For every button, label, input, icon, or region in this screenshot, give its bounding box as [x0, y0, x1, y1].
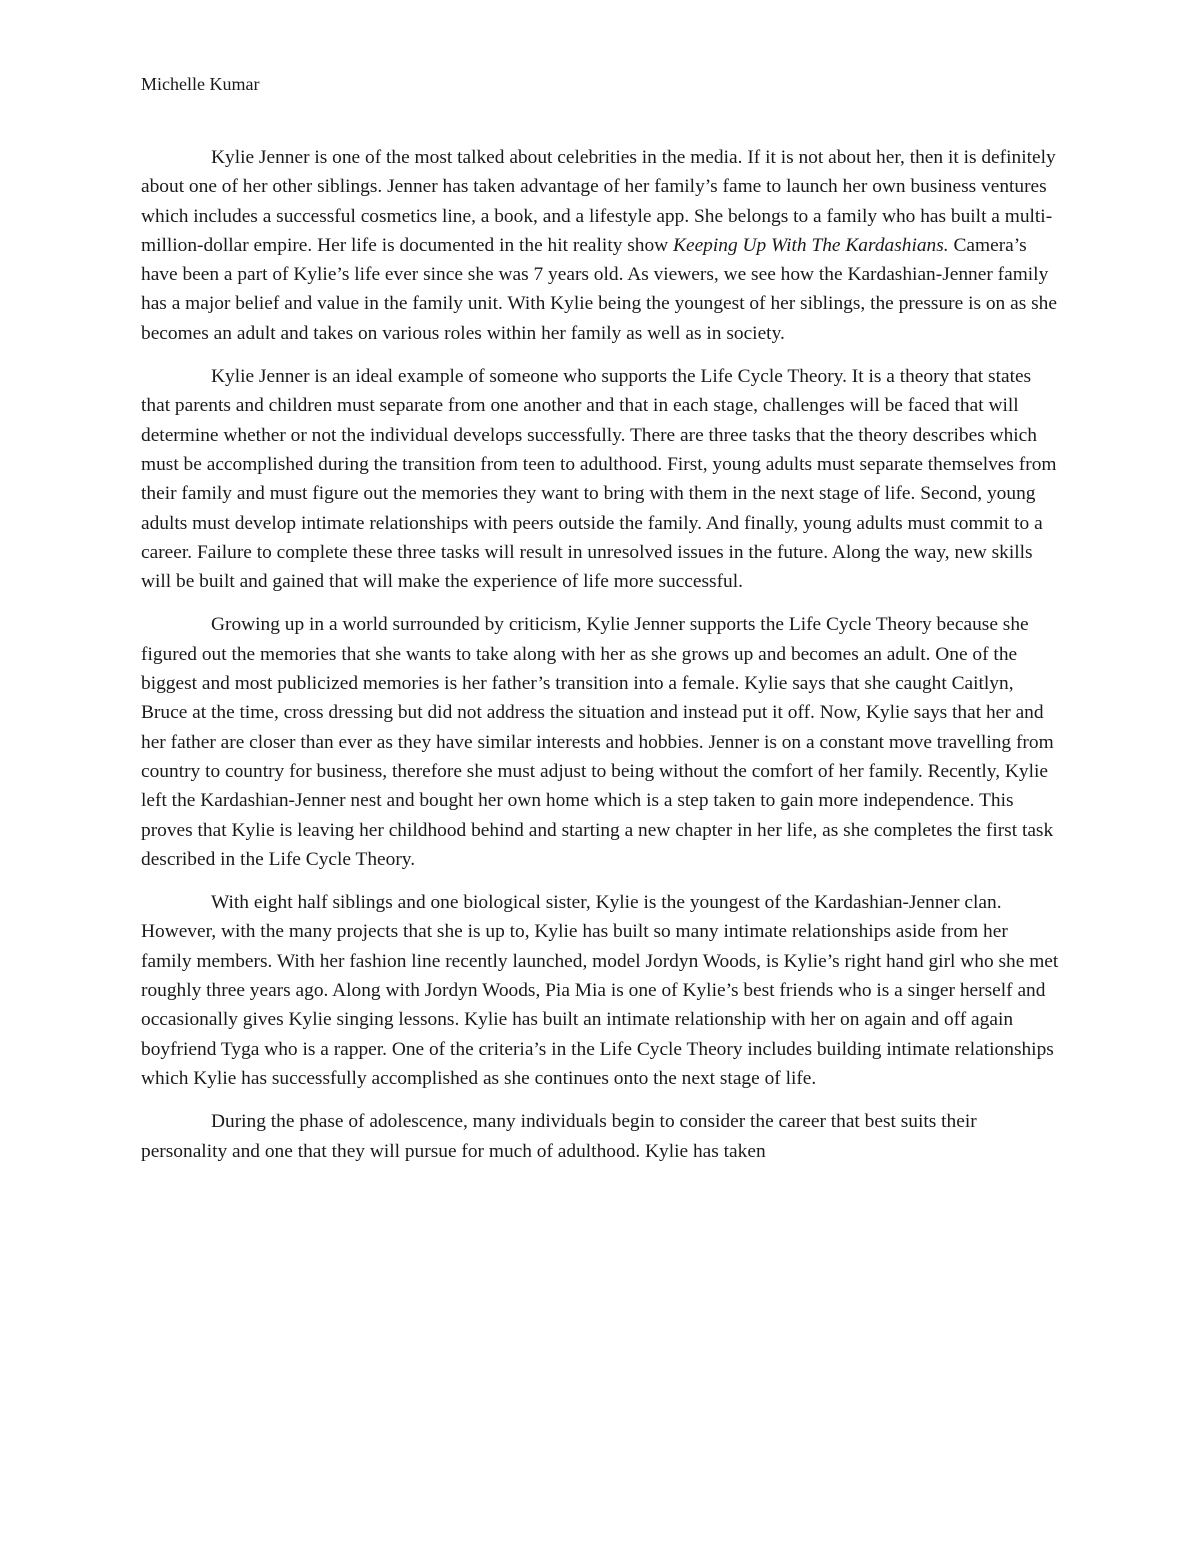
paragraph-3: Growing up in a world surrounded by criticism, Kylie Jenner supports the Life Cycle Theory because she figured out the memories that she wants to take along with her as she grows up and becomes an adult. One of the biggest and most publicized memories is her father’s transition into a female. Kylie says that she caught Caitlyn, Bruce at the time, cross dressing but did not address the situation and instead put it off. Now, Kylie says that her and her father are closer than ever as they have similar interests and hobbies. Jenner is on a constant move travelling from country to country for business, therefore she must adjust to being without the comfort of her family. Recently, Kylie left the Kardashian-Jenner nest and bought her own home which is a step taken to gain more independence. This proves that Kylie is leaving her childhood behind and starting a new chapter in her life, as she completes the first task described in the Life Cycle Theory. [141, 614, 1054, 870]
essay-body [141, 143, 1061, 1180]
paragraph-1 [141, 143, 1061, 348]
author-name: Michelle Kumar [141, 74, 260, 94]
paragraph-1-text-end: Camera’s have been a part of Kylie’s life ever since she was 7 years old. As viewers, we see how the Kardashian-Jenner family has a major belief and value in the family unit. With Kylie being the youngest of her siblings, the pressure is on as she becomes an adult and takes on various roles within her family as well as in society. [141, 234, 1057, 344]
paragraph-1-text-start: Kylie Jenner is one of the most talked about celebrities in the media. If it is not about her, then it is definitely about one of her other siblings. Jenner has taken advantage of her family’s fame to launch her own business ventures which includes a successful cosmetics line, a book, and a lifestyle app. She belongs to a family who has built a multi-million-dollar empire. Her life is documented in the hit reality show [141, 147, 1056, 256]
show-title: Keeping Up With The Kardashians. [673, 234, 949, 256]
paragraph-5: During the phase of adolescence, many individuals begin to consider the career that best suits their personality and one that they will pursue for much of adulthood. Kylie has taken [141, 1111, 977, 1162]
paragraph-4: With eight half siblings and one biological sister, Kylie is the youngest of the Kardashian-Jenner clan. However, with the many projects that she is up to, Kylie has built so many intimate relationships aside from her family members. With her fashion line recently launched, model Jordyn Woods, is Kylie’s right hand girl who she met roughly three years ago. Along with Jordyn Woods, Pia Mia is one of Kylie’s best friends who is a singer herself and occasionally gives Kylie singing lessons. Kylie has built an intimate relationship with her on again and off again boyfriend Tyga who is a rapper. One of the criteria’s in the Life Cycle Theory includes building intimate relationships which Kylie has successfully accomplished as she continues onto the next stage of life. [141, 892, 1059, 1089]
paragraph-2: Kylie Jenner is an ideal example of someone who supports the Life Cycle Theory. It is a theory that states that parents and children must separate from one another and that in each stage, challenges will be faced that will determine whether or not the individual develops successfully. There are three tasks that the theory describes which must be accomplished during the transition from teen to adulthood. First, young adults must separate themselves from their family and must figure out the memories they want to bring with them in the next stage of life. Second, young adults must develop intimate relationships with peers outside the family. And finally, young adults must commit to a career. Failure to complete these three tasks will result in unresolved issues in the future. Along the way, new skills will be built and gained that will make the experience of life more successful. [141, 366, 1057, 593]
